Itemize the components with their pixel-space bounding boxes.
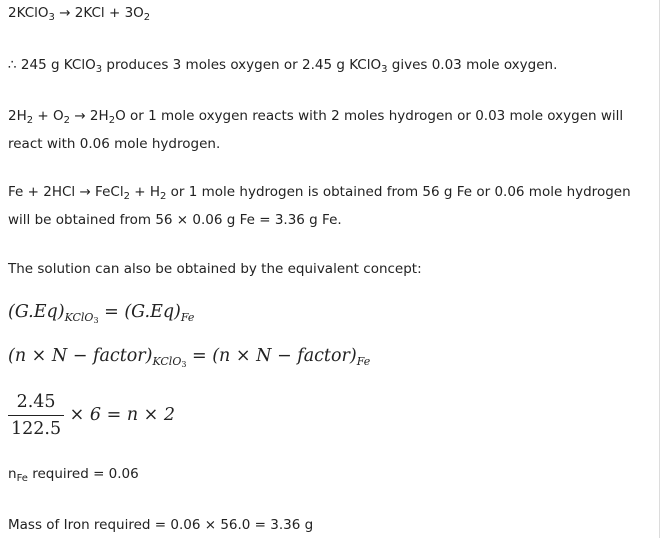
- numeric-equation: $\frac{2.45}{122.5}$ × 6 = n × 2: [8, 392, 175, 439]
- arrow-icon: →: [79, 184, 91, 200]
- mass-iron-result: Mass of Iron required = 0.06 × 56.0 = 3.36 g: [8, 517, 314, 533]
- moles-iron-result: $n_{Fe}$ required = 0.06: [8, 466, 139, 484]
- therefore-statement: ∴ 245 g KClO$_3$ produces 3 moles oxygen or 2.45 g KClO$_3$ gives 0.03 mole oxygen.: [8, 57, 558, 75]
- therefore-symbol: ∴: [8, 57, 17, 73]
- arrow-icon: →: [74, 108, 86, 124]
- n-factor-equation: $(n \times N - factor)_{KClO_3} = (n \times N$ − $factor)_{Fe}$: [8, 346, 371, 369]
- arrow-icon: →: [59, 5, 71, 21]
- equivalent-concept-intro: The solution can also be obtained by the equivalent concept:: [8, 261, 422, 277]
- fraction: $\frac{2.45}{122.5}$: [8, 392, 64, 439]
- iron-reaction-continued: will be obtained from 56 × 0.06 g Fe = 3.36 g Fe.: [8, 212, 342, 228]
- iron-reaction-line: Fe + 2HCl → FeCl$_2$ + $H_2$ or 1 mole hydrogen is obtained from 56 g Fe or 0.06 mole hydrogen: [8, 184, 631, 202]
- gram-equivalent-equation: $(G.Eq)_{KClO_3} = (G.Eq)_{Fe}$: [8, 302, 195, 325]
- reaction-equation-line: 2KClO$_3$ → $2KCl + 3O_2$: [8, 5, 151, 23]
- hydrogen-reaction-line: $2H_2 + O_2 \to 2H_2O$ or 1 mole oxygen reacts with 2 moles hydrogen or 0.03 mole oxygen will: [8, 108, 624, 126]
- hydrogen-reaction-continued: react with 0.06 mole hydrogen.: [8, 136, 221, 152]
